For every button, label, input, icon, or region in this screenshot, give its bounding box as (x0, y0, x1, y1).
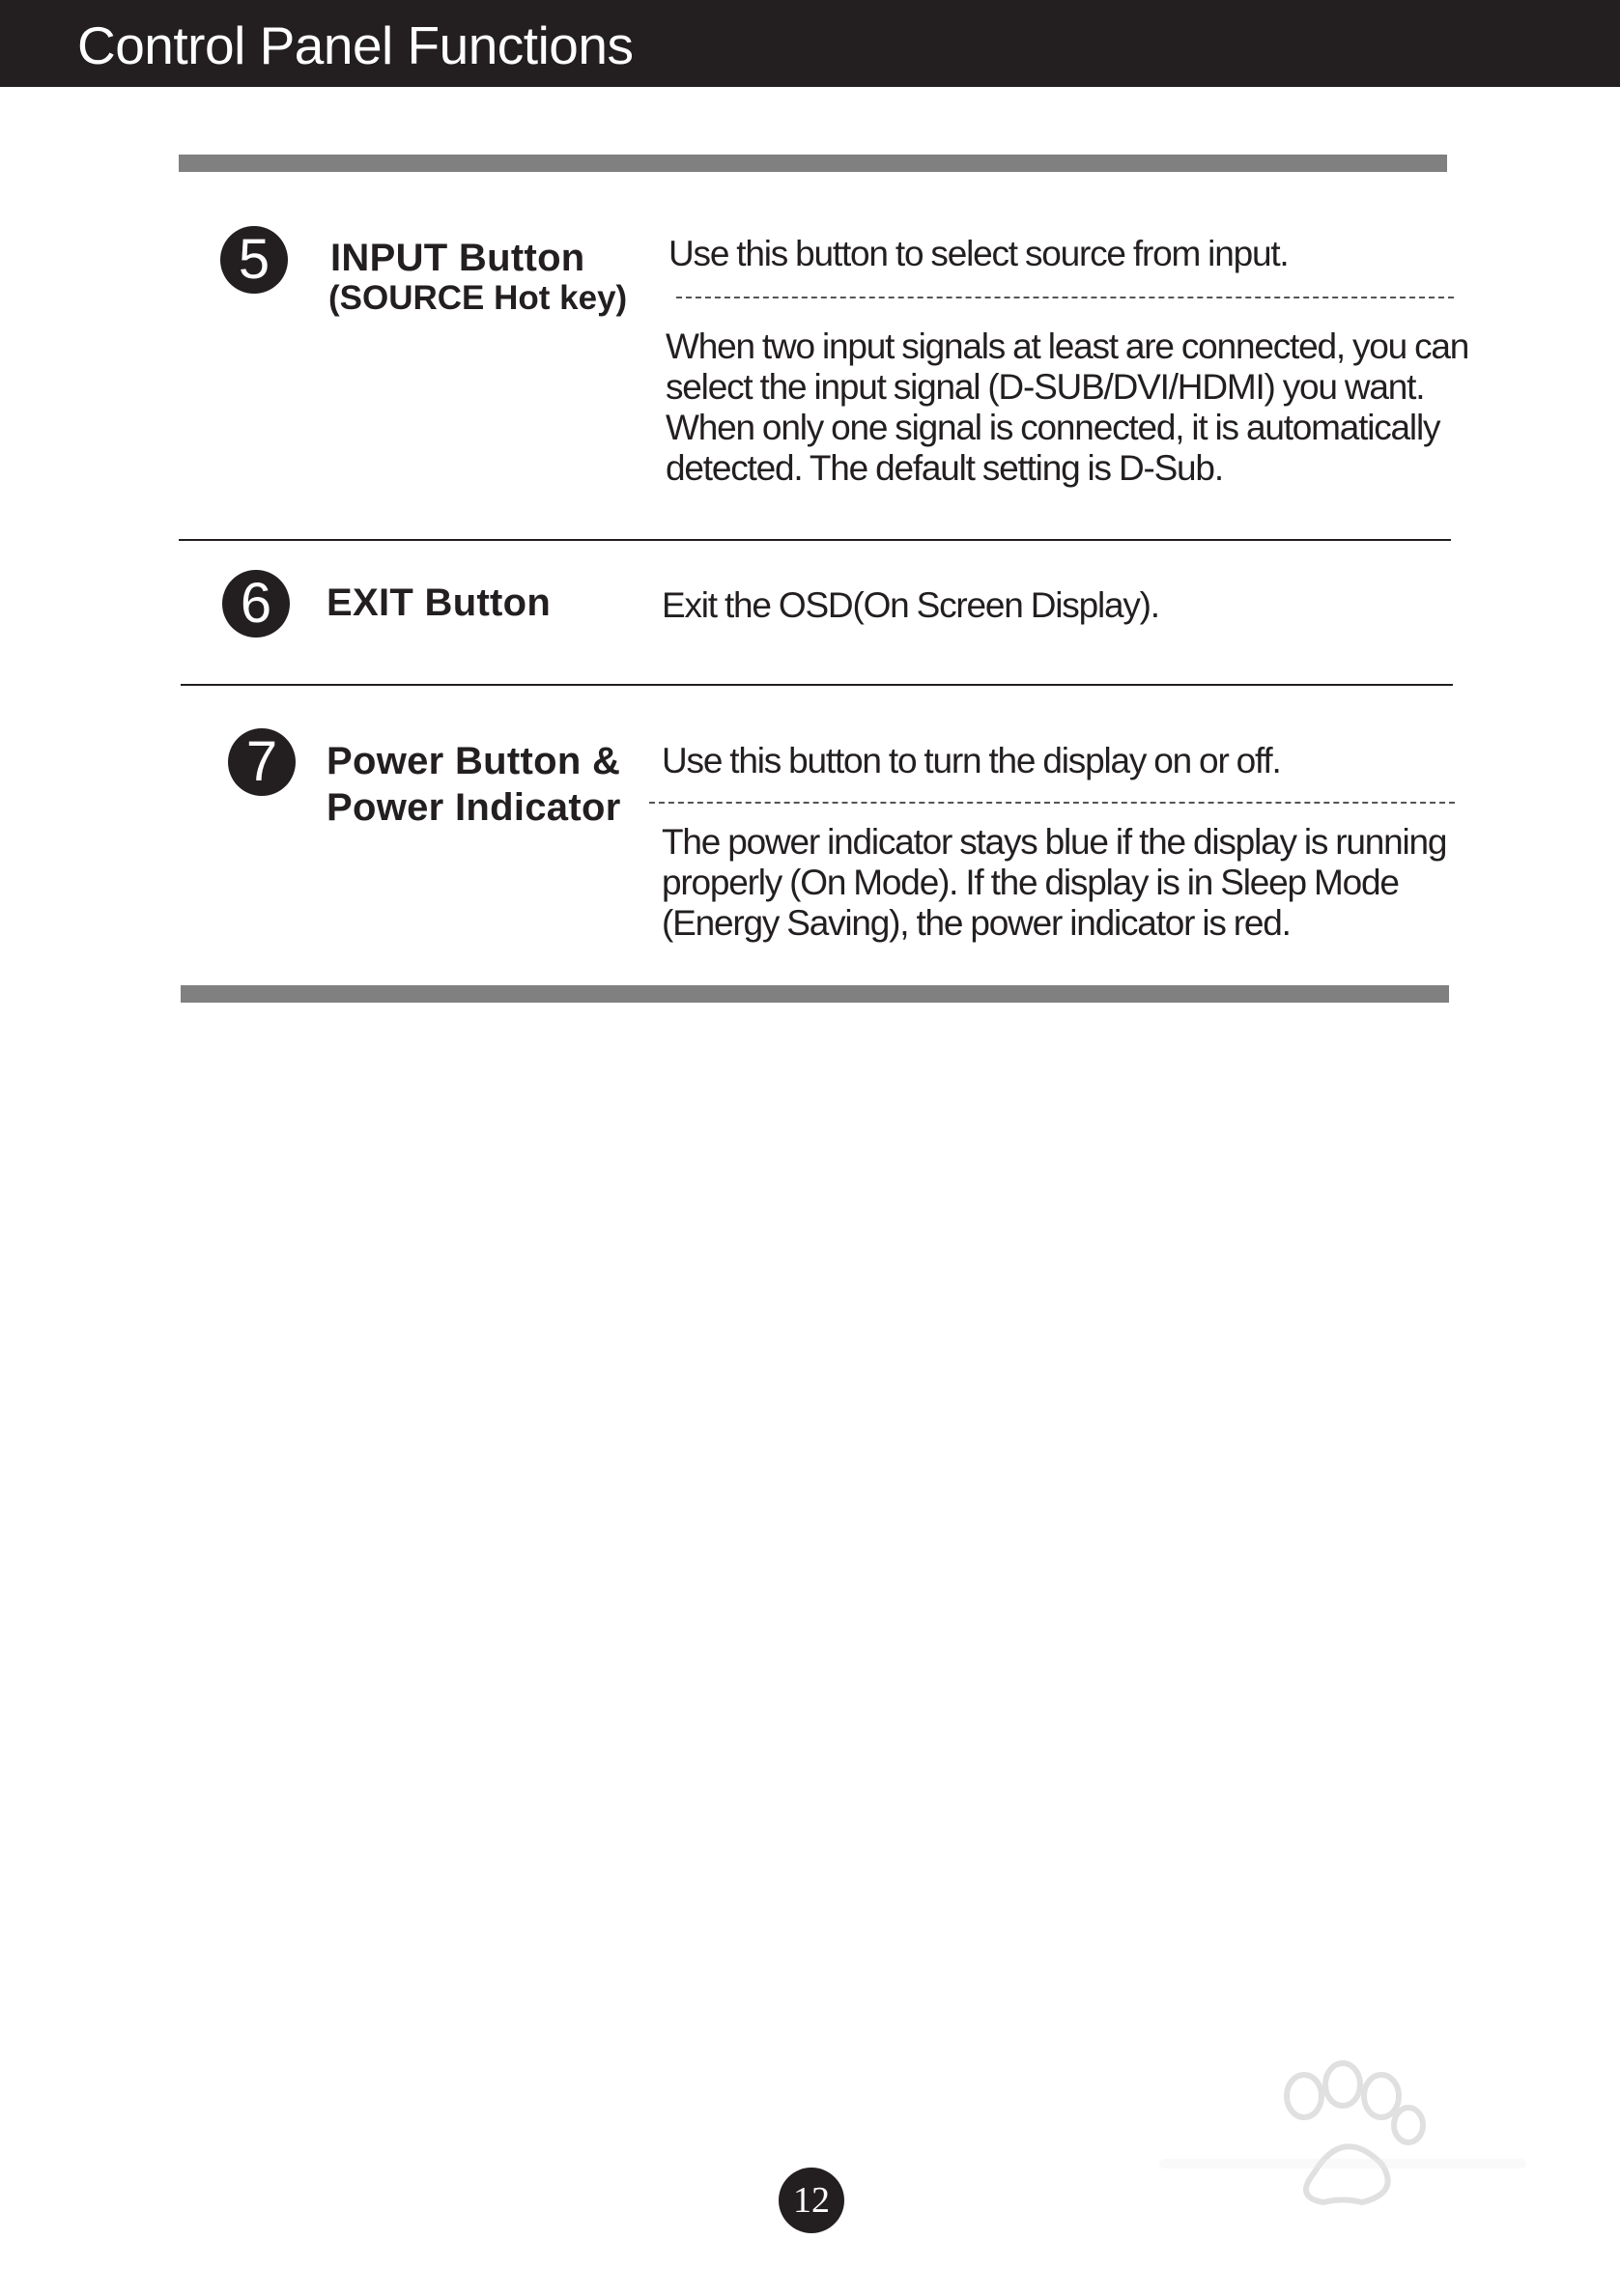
item-summary: Use this button to select source from input. (668, 234, 1289, 273)
page-title: Control Panel Functions (77, 15, 634, 75)
item-label-line2: Power Indicator (327, 786, 621, 829)
row-divider (181, 684, 1453, 686)
item-sublabel: (SOURCE Hot key) (328, 279, 628, 317)
item-label-line1: Power Button & (327, 740, 621, 782)
number-badge: 5 (220, 226, 288, 294)
number-badge: 7 (228, 728, 296, 796)
item-detail: The power indicator stays blue if the display is running properly (On Mode). If the display is in Sleep Mode (Energy Saving), the power indicator is red. (662, 822, 1447, 943)
dashed-divider (649, 802, 1455, 804)
item-summary: Use this button to turn the display on or off. (662, 741, 1281, 780)
row-divider (179, 539, 1451, 541)
section-top-rule (179, 155, 1447, 172)
section-bottom-rule (181, 985, 1449, 1003)
item-summary: Exit the OSD(On Screen Display). (662, 585, 1159, 625)
item-label: INPUT Button (330, 237, 585, 279)
number-badge: 6 (222, 570, 290, 638)
page-number-badge: 12 (779, 2168, 844, 2233)
item-label: EXIT Button (327, 581, 552, 624)
dashed-divider (676, 297, 1454, 298)
item-detail: When two input signals at least are connected, you can select the input signal (D-SUB/DVI/HDMI) you want. When only one signal is connected, it is automatically detected. The default setting is D-Sub. (666, 326, 1469, 488)
watermark-paw-logo (1150, 2057, 1536, 2241)
header-bar (0, 0, 1620, 87)
